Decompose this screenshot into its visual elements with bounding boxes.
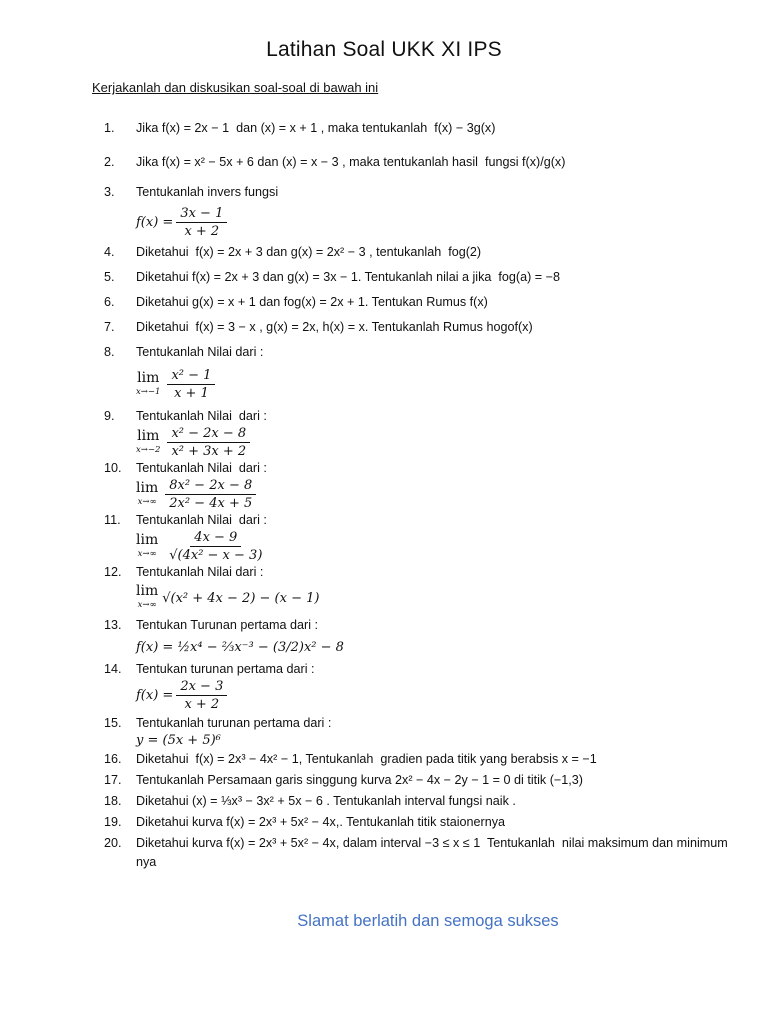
question-item	[104, 511, 744, 530]
question-text: Tentukanlah Nilai dari :	[136, 513, 267, 527]
question-text: Tentukanlah turunan pertama dari :	[136, 716, 332, 730]
question-item	[104, 660, 744, 679]
question-item	[104, 771, 744, 790]
question-text: Tentukan Turunan pertama dari :	[136, 618, 319, 632]
question-number: 5.	[104, 270, 115, 284]
instruction-text: Kerjakanlah dan diskusikan soal-soal di bawah ini	[92, 80, 379, 95]
expr-denominator: 2x² − 4x + 5	[169, 496, 253, 511]
limit-operator: lim	[137, 369, 160, 386]
question-text: Diketahui (x) = ⅓x³ − 3x² + 5x − 6 . Tentukanlah interval fungsi naik .	[136, 794, 516, 808]
limit-subscript: x→−2	[136, 444, 161, 455]
question-number: 15.	[104, 716, 122, 730]
question-item	[104, 459, 744, 478]
question-item	[104, 243, 744, 262]
expr-lhs: f(x) =	[136, 215, 174, 230]
question-item	[104, 834, 744, 872]
expr-lhs: f(x) =	[136, 688, 174, 703]
question-number: 13.	[104, 618, 122, 632]
math-expression	[136, 679, 744, 712]
question-text: Tentukanlah Nilai dari :	[136, 409, 267, 423]
question-number: 7.	[104, 320, 115, 334]
math-expression	[136, 368, 744, 401]
limit-operator: lim	[136, 479, 159, 496]
question-text: Jika f(x) = 2x − 1 dan (x) = x + 1 , maka tentukanlah f(x) − 3g(x)	[136, 121, 496, 135]
question-number: 20.	[104, 836, 122, 850]
question-number: 17.	[104, 773, 122, 787]
expr-tail: √(x² + 4x − 2) − (x − 1)	[162, 590, 320, 606]
limit-operator: lim	[136, 531, 159, 548]
question-number: 12.	[104, 565, 122, 579]
question-item	[104, 183, 744, 202]
math-expression	[136, 478, 744, 511]
question-number: 6.	[104, 295, 115, 309]
question-item	[104, 792, 744, 811]
question-text: Diketahui f(x) = 2x + 3 dan g(x) = 3x − 1. Tentukanlah nilai a jika fog(a) = −8	[136, 270, 560, 284]
expr-tail: y = (5x + 5)⁶	[136, 733, 221, 748]
closing-message: Slamat berlatih dan semoga sukses	[297, 912, 559, 930]
question-text: Diketahui g(x) = x + 1 dan fog(x) = 2x + 1. Tentukan Rumus f(x)	[136, 295, 488, 309]
question-text: Diketahui f(x) = 2x³ − 4x² − 1, Tentukanlah gradien pada titik yang berabsis x = −1	[136, 752, 597, 766]
question-item	[104, 268, 744, 287]
limit-subscript: x→∞	[137, 548, 157, 559]
question-item	[104, 616, 744, 635]
math-expression	[136, 733, 744, 748]
question-text: Jika f(x) = x² − 5x + 6 dan (x) = x − 3 , maka tentukanlah hasil fungsi f(x)/g(x)	[136, 155, 566, 169]
question-item	[104, 407, 744, 426]
math-expression	[136, 530, 744, 563]
expr-denominator: x² + 3x + 2	[171, 444, 247, 459]
question-number: 8.	[104, 345, 115, 359]
question-item	[104, 750, 744, 769]
question-text: Diketahui kurva f(x) = 2x³ + 5x² − 4x, dalam interval −3 ≤ x ≤ 1 Tentukanlah nilai maksimum dan minimum nya	[136, 836, 732, 869]
question-text: Tentukanlah invers fungsi	[136, 185, 279, 199]
expr-denominator: x + 2	[184, 697, 220, 712]
expr-tail: f(x) = ½x⁴ − ⅔x⁻³ − (3/2)x² − 8	[136, 640, 344, 655]
question-number: 4.	[104, 245, 115, 259]
question-item	[104, 813, 744, 832]
question-text: Tentukan turunan pertama dari :	[136, 662, 315, 676]
expr-denominator: √(4x² − x − 3)	[169, 548, 263, 563]
question-number: 3.	[104, 185, 115, 199]
limit-subscript: x→∞	[137, 600, 157, 610]
math-expression	[136, 426, 744, 459]
question-item	[104, 563, 744, 582]
question-item	[104, 343, 744, 362]
question-number: 16.	[104, 752, 122, 766]
question-number: 14.	[104, 662, 122, 676]
question-number: 1.	[104, 121, 115, 135]
expr-numerator: 8x² − 2x − 8	[165, 478, 256, 495]
limit-operator: lim	[137, 427, 160, 444]
question-text: Tentukanlah Nilai dari :	[136, 345, 264, 359]
math-expression	[136, 640, 744, 655]
question-number: 9.	[104, 409, 115, 423]
question-text: Tentukanlah Nilai dari :	[136, 565, 264, 579]
question-number: 2.	[104, 155, 115, 169]
expr-numerator: x² − 2x − 8	[167, 426, 250, 443]
limit-operator: lim	[136, 583, 159, 599]
limit-subscript: x→−1	[136, 386, 161, 397]
expr-denominator: x + 1	[174, 386, 209, 401]
math-expression	[136, 584, 744, 612]
expr-numerator: 2x − 3	[176, 679, 227, 696]
question-text: Diketahui f(x) = 2x + 3 dan g(x) = 2x² − 3 , tentukanlah fog(2)	[136, 245, 482, 259]
question-list	[104, 119, 744, 872]
question-number: 18.	[104, 794, 122, 808]
question-text: Diketahui kurva f(x) = 2x³ + 5x² − 4x,. Tentukanlah titik staionernya	[136, 815, 506, 829]
limit-subscript: x→∞	[137, 496, 157, 507]
expr-numerator: 4x − 9	[190, 530, 241, 547]
question-number: 11.	[104, 513, 121, 527]
question-number: 10.	[104, 461, 122, 475]
expr-numerator: 3x − 1	[176, 206, 227, 223]
page-title: Latihan Soal UKK XI IPS	[266, 38, 502, 61]
question-text: Diketahui f(x) = 3 − x , g(x) = 2x, h(x) = x. Tentukanlah Rumus hogof(x)	[136, 320, 533, 334]
question-item	[104, 318, 744, 337]
question-item	[104, 119, 744, 138]
question-item	[104, 153, 744, 172]
expr-denominator: x + 2	[184, 224, 220, 239]
math-expression	[136, 206, 744, 239]
question-text: Tentukanlah Nilai dari :	[136, 461, 267, 475]
expr-numerator: x² − 1	[167, 368, 215, 385]
question-item	[104, 293, 744, 312]
question-item	[104, 714, 744, 733]
question-number: 19.	[104, 815, 122, 829]
question-text: Tentukanlah Persamaan garis singgung kurva 2x² − 4x − 2y − 1 = 0 di titik (−1,3)	[136, 773, 583, 787]
